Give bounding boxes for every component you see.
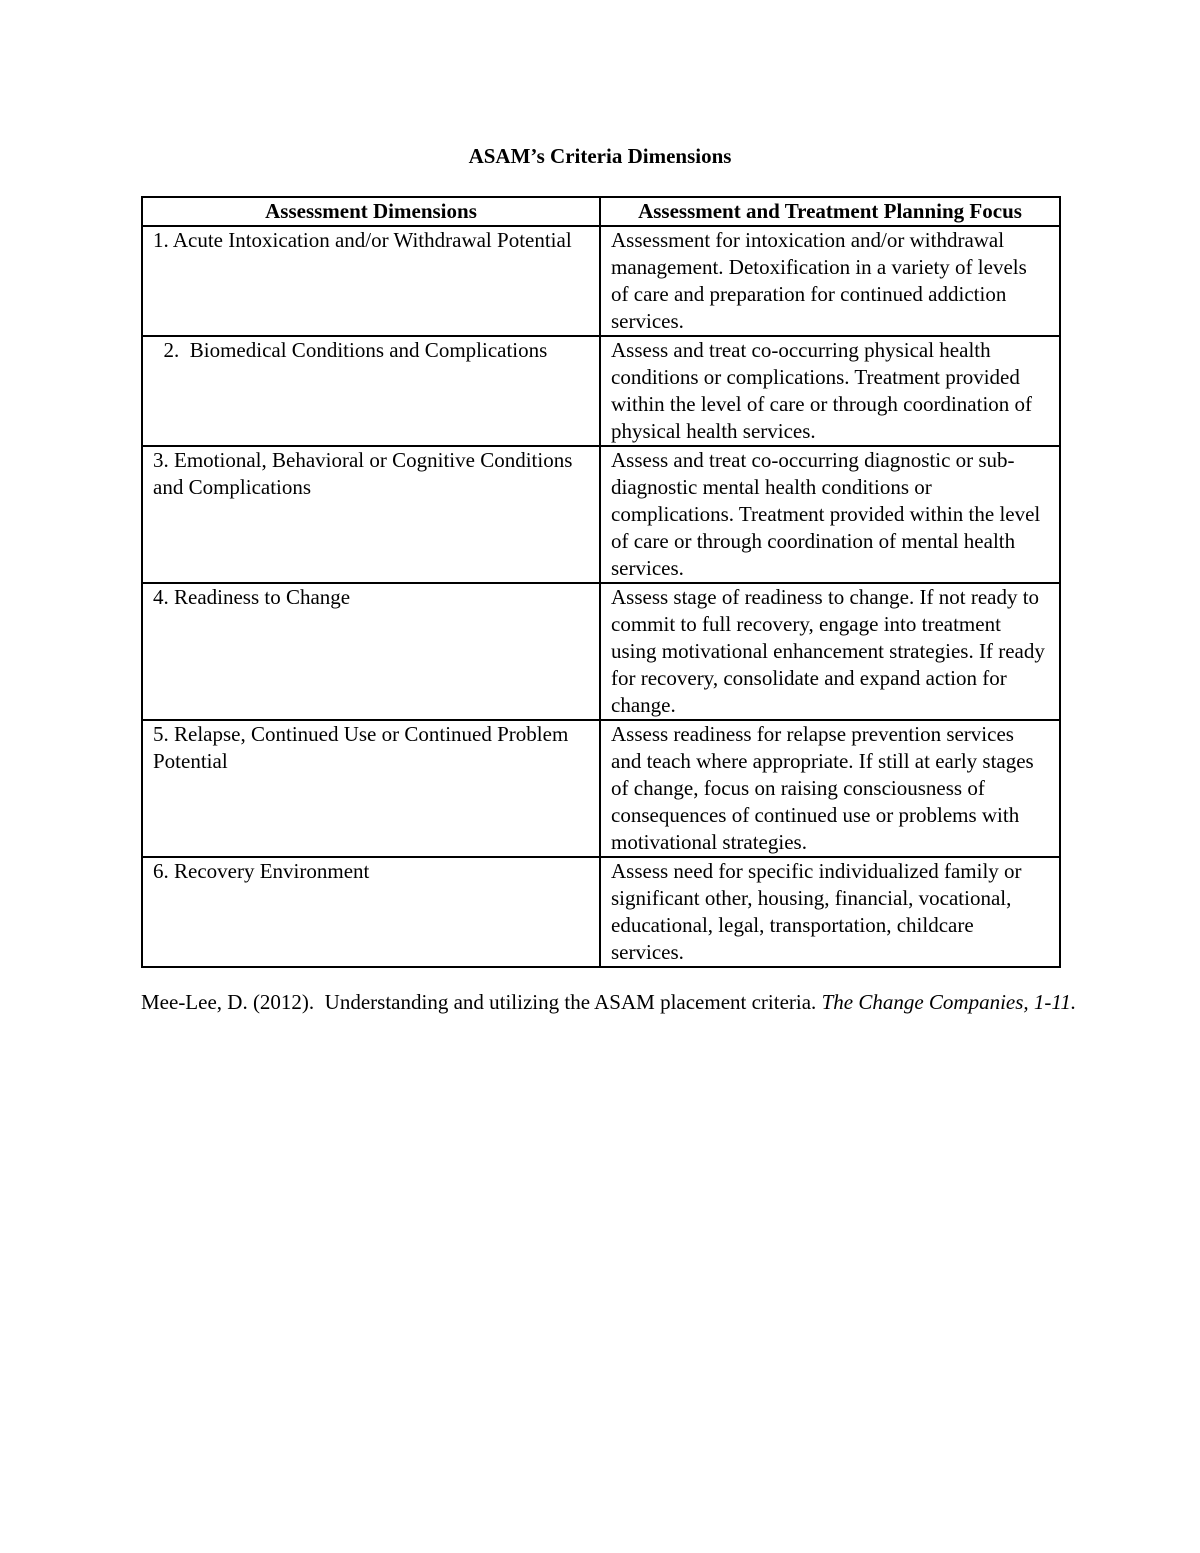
dimension-text: 4. Readiness to Change [153, 585, 351, 609]
table-row [142, 336, 1060, 446]
dimension-text: 1. Acute Intoxication and/or Withdrawal Potential [153, 228, 572, 252]
citation-text: Mee-Lee, D. (2012). Understanding and utilizing the ASAM placement criteria. [141, 990, 822, 1014]
dimension-text: 6. Recovery Environment [153, 859, 370, 883]
focus-cell [600, 336, 1060, 446]
dimension-cell [142, 336, 600, 446]
focus-cell [600, 720, 1060, 857]
header-assessment-dimensions: Assessment Dimensions [142, 197, 600, 226]
focus-text: Assessment for intoxication and/or withdrawal management. Detoxification in a variety of levels of care and preparation for continued addiction services. [611, 228, 1027, 333]
focus-cell [600, 226, 1060, 336]
dimension-cell [142, 226, 600, 336]
focus-text: Assess need for specific individualized family or significant other, housing, financial, vocational, educational, legal, transportation, childcare services. [611, 859, 1022, 964]
dimension-cell [142, 857, 600, 967]
table-row [142, 446, 1060, 583]
citation-journal: The Change Companies, 1-11. [821, 990, 1077, 1014]
dimension-text: 2. Biomedical Conditions and Complications [153, 338, 548, 362]
focus-cell [600, 446, 1060, 583]
focus-text: Assess and treat co-occurring diagnostic or sub-diagnostic mental health conditions or complications. Treatment provided within the level of care or through coordination of mental health services. [611, 448, 1041, 580]
focus-text: Assess and treat co-occurring physical health conditions or complications. Treatment provided within the level of care or through coordination of physical health services. [611, 338, 1033, 443]
focus-cell [600, 857, 1060, 967]
dimension-cell [142, 583, 600, 720]
focus-text: Assess stage of readiness to change. If not ready to commit to full recovery, engage into treatment using motivational enhancement strategies. If ready for recovery, consolidate and expand action for change. [611, 585, 1045, 717]
document-title: ASAM’s Criteria Dimensions [468, 144, 732, 168]
table-row [142, 857, 1060, 967]
dimension-text: 5. Relapse, Continued Use or Continued Problem Potential [153, 722, 569, 773]
header-planning-focus: Assessment and Treatment Planning Focus [600, 197, 1060, 226]
table-row [142, 226, 1060, 336]
asam-criteria-table [141, 196, 1061, 968]
table-row [142, 583, 1060, 720]
dimension-text: 3. Emotional, Behavioral or Cognitive Conditions and Complications [153, 448, 573, 499]
table-header-row [142, 197, 1060, 226]
focus-text: Assess readiness for relapse prevention services and teach where appropriate. If still at early stages of change, focus on raising consciousness of consequences of continued use or problems with motivational strategies. [611, 722, 1034, 854]
reference-citation [141, 989, 1111, 1016]
focus-cell [600, 583, 1060, 720]
dimension-cell [142, 446, 600, 583]
dimension-cell [142, 720, 600, 857]
table-row [142, 720, 1060, 857]
